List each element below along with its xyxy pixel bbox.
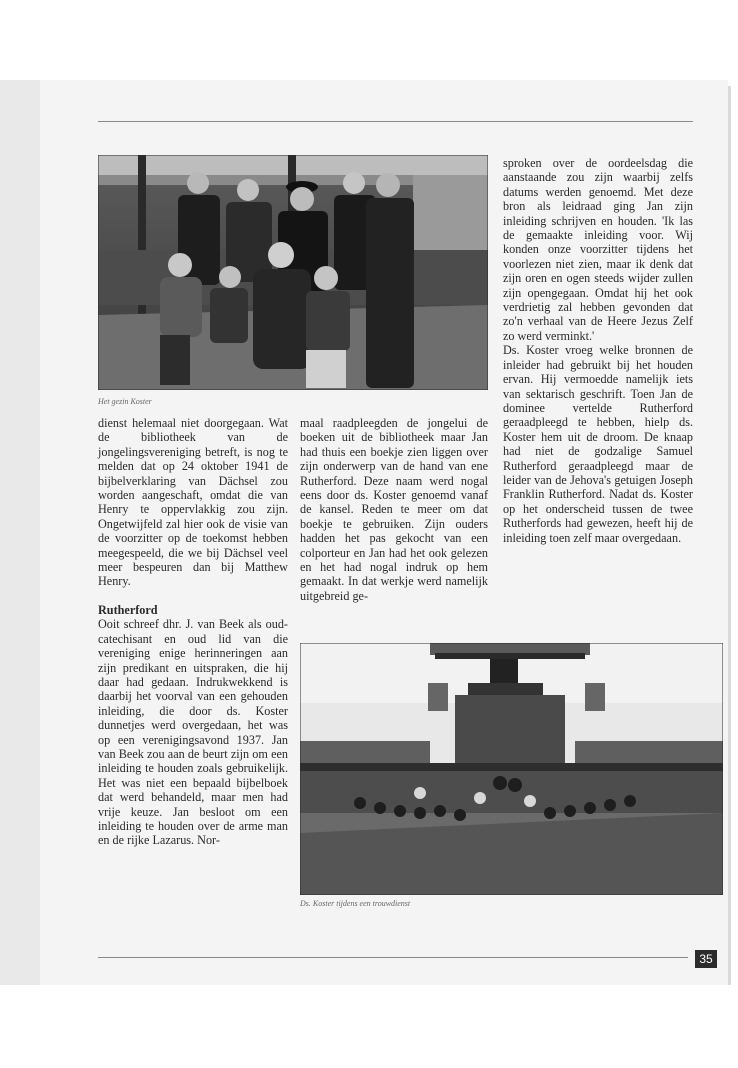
church-photo [300,643,723,895]
left-column-paragraph-1: dienst helemaal niet doorgegaan. Wat de bibliotheek van de jongelingsvereniging betreft, is nog te melden dat op 24 oktober 1941 de bijbelverklaring van Dächsel zou worden aangeschaft, omdat die van Henry te oppervlakkig zou zijn. Ongetwijfeld zal hier ook de visie van de voorzitter op de toekomst hebben meegespeeld, die we bij Dächsel veel meer bespeuren dan bij Matthew Henry. [98,416,288,589]
church-photo-caption: Ds. Koster tijdens een trouwdienst [300,899,411,908]
facing-page-edge [0,80,41,985]
family-photo [98,155,488,390]
left-column [98,416,288,848]
page-edge [728,86,731,985]
family-photo-caption: Het gezin Koster [98,397,152,406]
right-column-paragraph-2: Ds. Koster vroeg welke bronnen de inleider had gebruikt bij het houden ervan. Hij vermoedde namelijk iets van sektarisch geschrift. Toen Jan de dominee vertelde Rutherford geraadpleegd te hebben, hielp ds. Koster hem uit de droom. De knaap had niet de godzalige Samuel Rutherford geraadpleegd maar de leider van de Jehova's getuigen Joseph Franklin Rutherford. Nadat ds. Koster op het onderscheid tussen de twee Rutherfords had gewezen, heeft hij de inleiding toen zelf maar overgedaan. [503,343,693,545]
middle-column-paragraph: maal raadpleegden de jongelui de boeken uit de bibliotheek maar Jan had thuis een boekje zien liggen over zijn onderwerp van de hand van ene Rutherford. Deze naam werd nogal eens door ds. Koster genoemd vanaf de kansel. Reden te meer om dat boekje te gebruiken. Zijn ouders hadden het pas gekocht van een colporteur en Jan had het ook gelezen en het had nogal indruk op hem gemaakt. In dat werkje werd namelijk uitgebreid ge- [300,416,488,603]
section-heading-rutherford: Rutherford [98,602,158,617]
bottom-rule [98,957,688,958]
right-column [503,156,693,545]
right-column-paragraph-1: sproken over de oordeelsdag die aanstaande zou zijn waarbij zelfs datums werden genoemd. Met deze bron als leidraad ging Jan zijn inleiding schrijven en houden. 'Ik las de gemaakte inleiding voor. Wij konden onze voorzitter tijdens het voorlezen niet zien, maar ik denk dat zijn oren en ogen steeds wijder zullen zijn opengegaan. Omdat hij het ook verdrietig zal hebben gevonden dat zo'n verhaal van de Heere Jezus Zelf zo werd verminkt.' [503,156,693,343]
top-rule [98,121,693,122]
left-column-paragraph-2: Ooit schreef dhr. J. van Beek als oud-catechisant en oud lid van die vereniging enige herinneringen aan zijn predikant en uitspraken, die hij daar had gedaan. Indrukwekkend is daarbij het voorval van een gehouden inleiding, die door ds. Koster dunnetjes werd overgedaan, het was op een verenigingsavond 1937. Jan van Beek zou aan de beurt zijn om een inleiding te houden zoals gebruikelijk. Het was niet een bepaald bijbelboek dat werd behandeld, maar men had vrije keuze. Jan besloot om een inleiding te houden over de arme man en de rijke Lazarus. Nor- [98,617,288,848]
middle-column [300,416,488,603]
page-number: 35 [695,950,717,968]
